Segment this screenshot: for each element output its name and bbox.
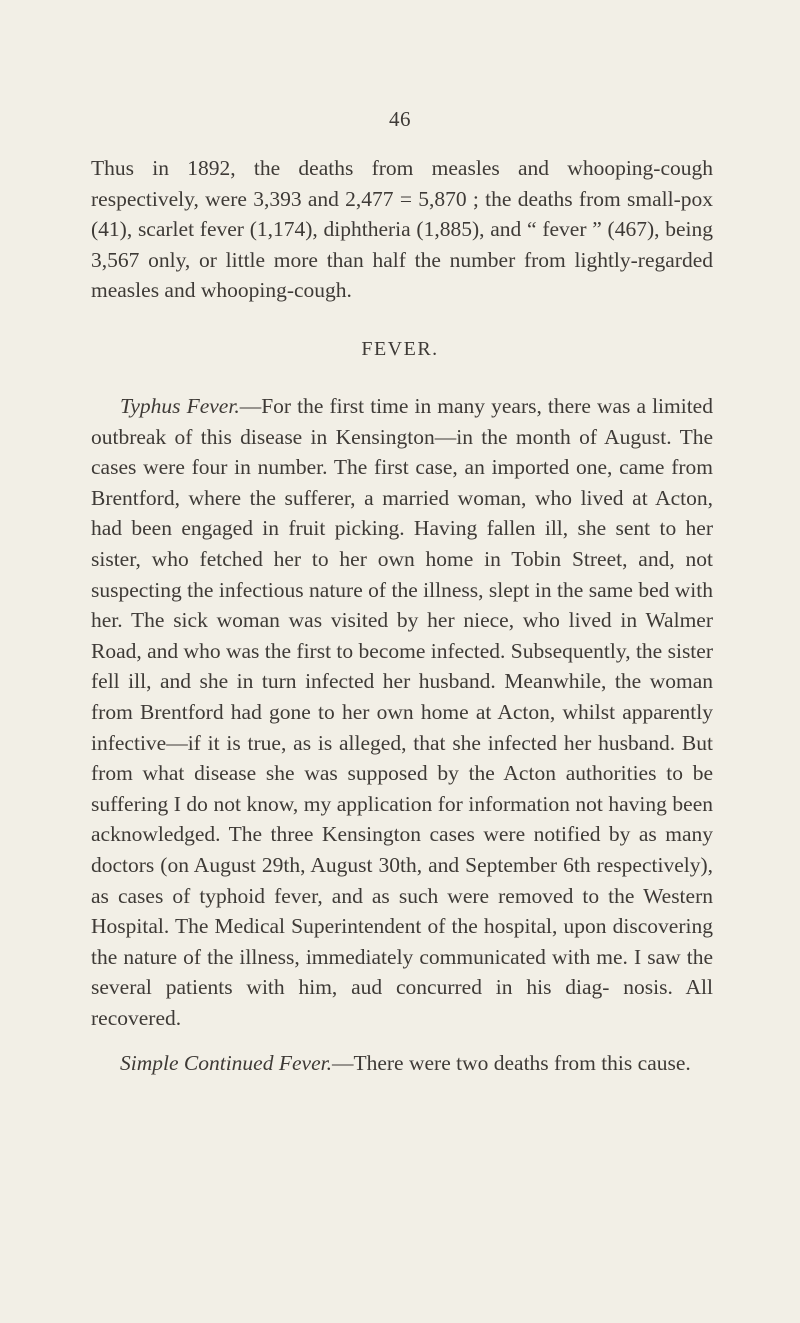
simple-continued-fever-title: Simple Continued Fever. [120,1051,332,1075]
simple-continued-fever-paragraph [91,1048,713,1079]
simple-continued-fever-text: —There were two deaths from this cause. [331,1051,691,1075]
section-heading: FEVER. [361,338,439,360]
intro-paragraph: Thus in 1892, the deaths from measles and whooping-cough respectively, were 3,393 and 2,477 = 5,870 ; the deaths from small-pox (41), scarlet fever (1,174), diphtheria (1,885), and “ fever ” (467), being 3,567 only, or little more than half the number from lightly-regarded measles and whooping-cough. [91,156,713,303]
typhus-fever-title: Typhus Fever. [120,394,240,418]
typhus-fever-text: —For the first time in many years, there was a limited outbreak of this disease in Kensington—in the month of August. The cases were four in number. The first case, an imported one, came from Brentford, where the sufferer, a married woman, who lived at Acton, had been engaged in fruit picking. Having fallen ill, she sent to her sister, who fetched her to her own home in Tobin Street, and, not suspecting the infectious nature of the illness, slept in the same bed with her. The sick woman was visited by her niece, who lived in Walmer Road, and who was the first to become infected. Subsequently, the sister fell ill, and she in turn infected her husband. Meanwhile, the woman from Brentford had gone to her own home at Acton, whilst apparently infective—if it is true, as is alleged, that she infected her husband. But from what disease she was supposed by the Acton authorities to be suffering I do not know, my application for information not having been acknowledged. The three Kensington cases were notified by as many doctors (on August 29th, August 30th, and September 6th respectively), as cases of typhoid fever, and as such were removed to the Western Hospital. The Medical Superintendent of the hospital, upon discovering the nature of the illness, immediately communicated with me. I saw the several patients with him, aud concurred in his diag- nosis. All recovered. [91,394,713,1030]
page-number: 46 [389,107,411,131]
typhus-fever-paragraph [91,391,713,1033]
